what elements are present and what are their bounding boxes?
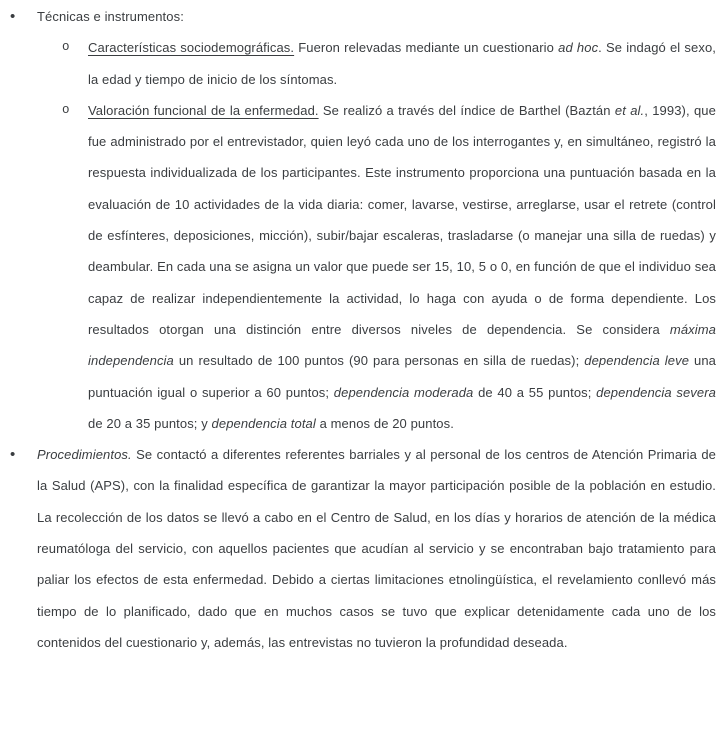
body-text: , 1993), que fue administrado por el entrevistador, quien leyó cada uno de los interrogantes y, en simultáneo, registró la respuesta individualizada de los participantes. Este instrumento proporciona una puntuación basada en la evaluación de 10 actividades de la vida diaria: comer, lavarse, vestirse, arreglarse, usar el retrete (control de esfínteres, deposiciones, micción), subir/bajar escaleras, trasladarse (o manejar una silla de ruedas) y deambular. En cada una se asigna un valor que puede ser 15, 10, 5 o 0, en función de que el individuo sea capaz de realizar independientemente la actividad, lo haga con ayuda o de forma dependiente. Los resultados otorgan una distinción entre diversos niveles de dependencia. Se considera <box>88 102 720 337</box>
body-text: una puntuación igual o superior a 60 puntos; <box>88 353 720 400</box>
body-text: . Se indagó el sexo, la edad y tiempo de inicio de los síntomas. <box>88 40 720 87</box>
subsection-heading-caracteristicas: Características sociodemográficas. <box>88 40 295 56</box>
subsection-heading-valoracion: Valoración funcional de la enfermedad. <box>88 102 319 118</box>
body-text: de 40 a 55 puntos; <box>473 384 597 400</box>
body-text: de 20 a 35 puntos; y <box>88 384 720 431</box>
section-title-procedimientos: Procedimientos. <box>37 447 132 463</box>
bullet-item-procedimientos <box>10 439 720 658</box>
body-text-italic: dependencia total <box>211 415 316 431</box>
body-text-italic: dependencia severa <box>596 384 717 400</box>
body-text: Se contactó a diferentes referentes barriales y al personal de los centros de Atención Primaria de la Salud (APS), con la finalidad específica de garantizar la mayor participación posible de la población en estudio. La recolección de los datos se llevó a cabo en el Centro de Salud, en los días y horarios de atención de la médica reumatóloga del servicio, con aquellos pacientes que acudían al servicio y se encontraban bajo tratamiento para paliar los efectos de esta enfermedad. Debido a ciertas limitaciones etnolingüística, el revelamiento conllevó más tiempo de lo planificado, dado que en muchos casos se tuvo que explicar detenidamente cada uno de los contenidos del cuestionario y, además, las entrevistas no tuvieron la profundidad deseada. <box>37 447 720 650</box>
bullet-icon: • <box>10 446 16 464</box>
body-text: a menos de 20 puntos. <box>315 415 454 431</box>
body-text-italic: dependencia leve <box>584 353 690 369</box>
circle-bullet-icon: o <box>62 40 70 55</box>
body-text: Se realizó a través del índice de Barthel (Baztán <box>318 102 615 118</box>
bullet-item-tecnicas <box>10 1 716 32</box>
body-text-italic: dependencia moderada <box>333 384 474 400</box>
body-text-italic: máxima independencia <box>88 321 720 369</box>
bullet-icon: • <box>10 8 16 25</box>
bullet-item-valoracion <box>62 95 720 439</box>
body-text: Fueron relevadas mediante un cuestionario <box>294 40 559 56</box>
body-text-italic: ad hoc <box>558 40 599 56</box>
section-title-tecnicas: Técnicas e instrumentos: <box>37 9 184 24</box>
body-text: un resultado de 100 puntos (90 para personas en silla de ruedas); <box>173 353 585 369</box>
bullet-item-caracteristicas <box>62 32 720 95</box>
circle-bullet-icon: o <box>62 102 70 117</box>
body-text-italic: et al. <box>614 102 645 118</box>
